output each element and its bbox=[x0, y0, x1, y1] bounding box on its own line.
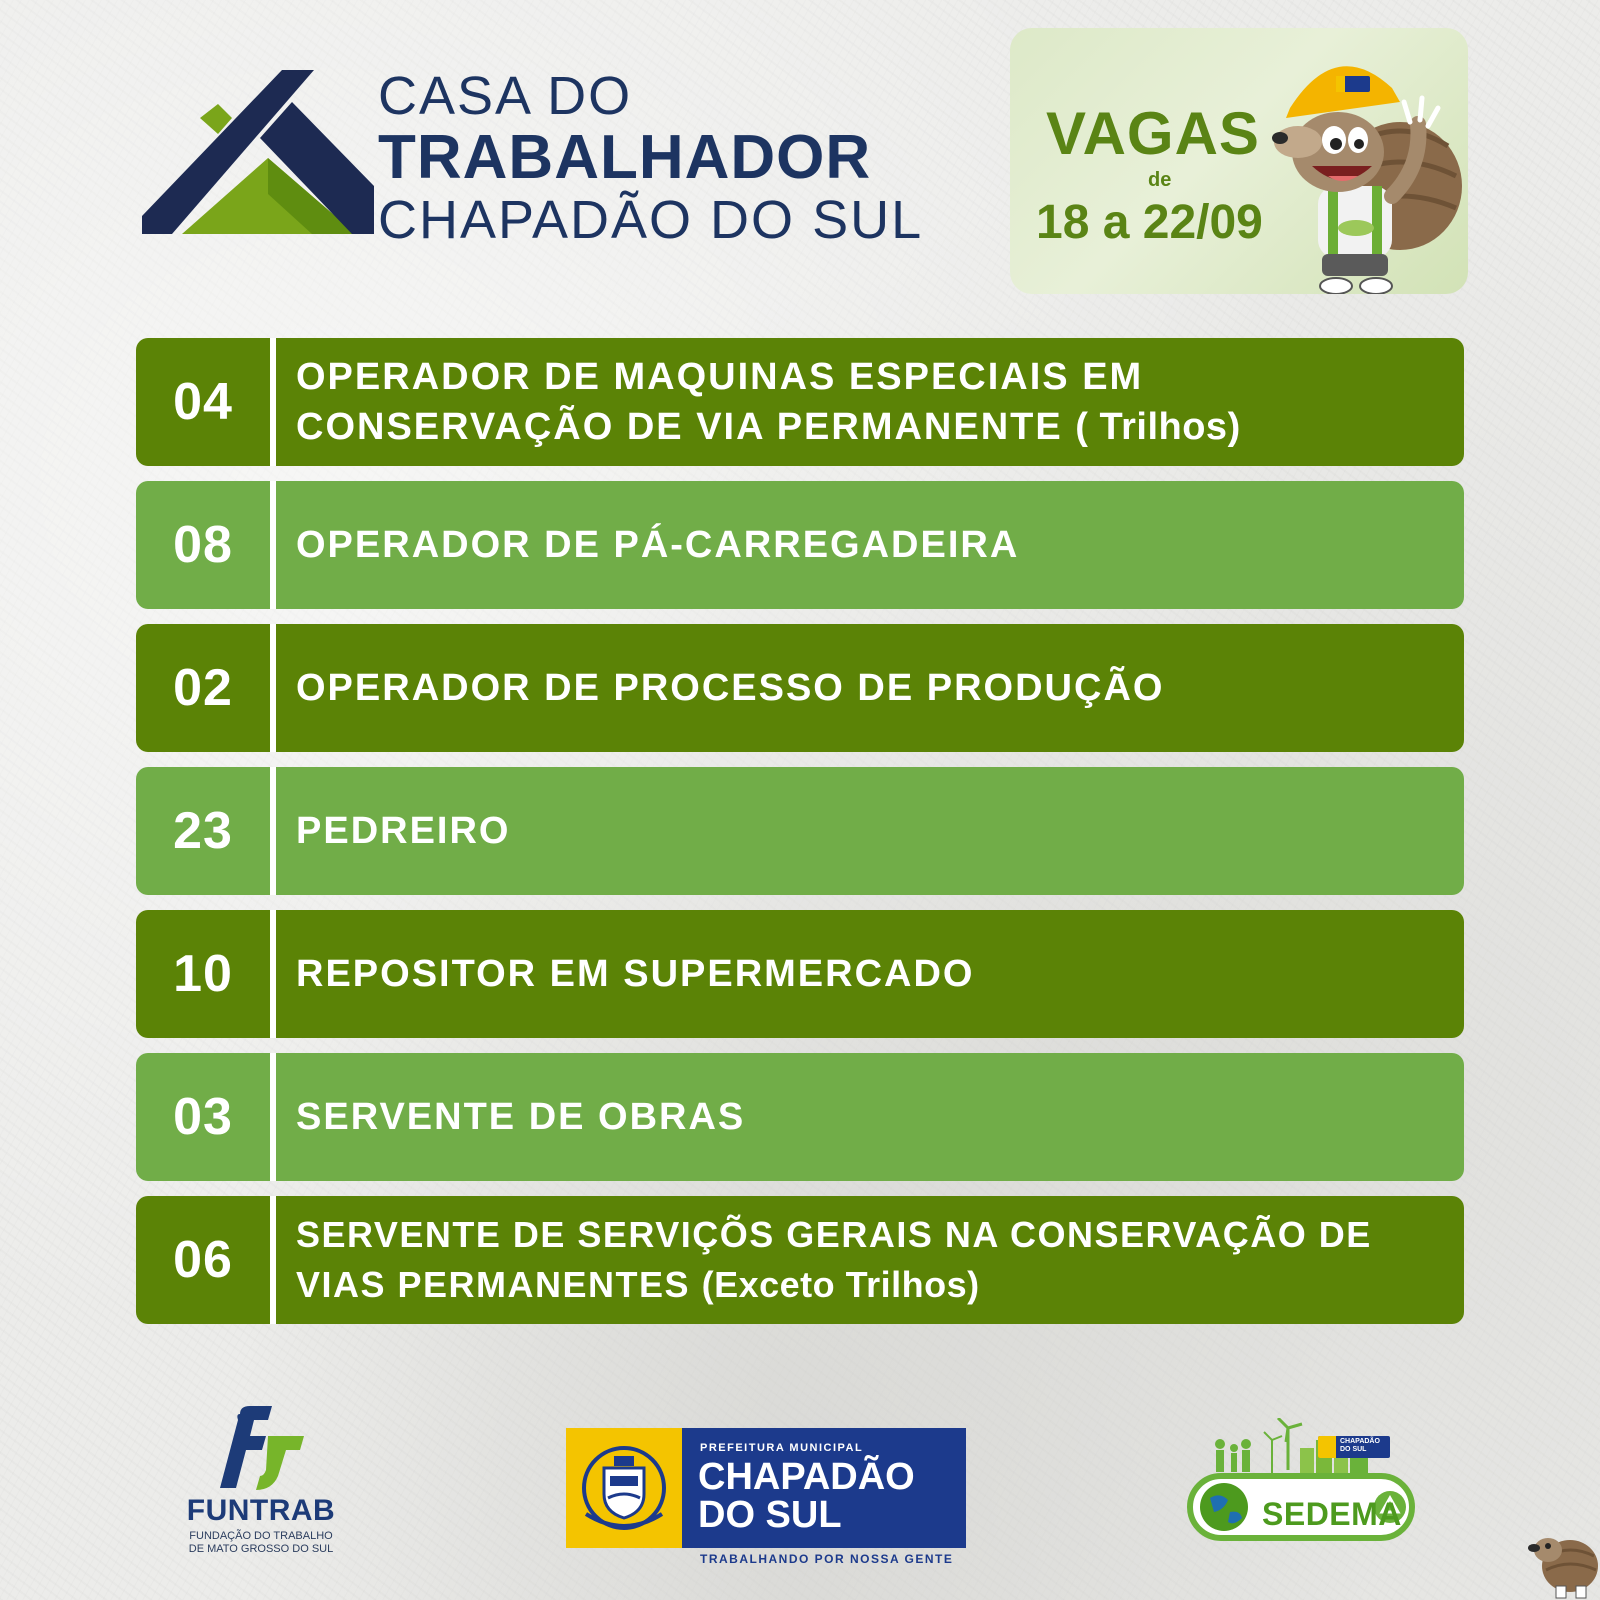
vagas-title: VAGAS bbox=[1046, 100, 1260, 167]
job-count: 06 bbox=[173, 1231, 233, 1289]
job-title-line: SERVENTE DE SERVIÇÕS GERAIS NA CONSERVAÇÃO DE bbox=[296, 1214, 1372, 1255]
job-row bbox=[136, 481, 1464, 609]
job-title-line: OPERADOR DE PROCESSO DE PRODUÇÃO bbox=[296, 667, 1165, 709]
funtrab-name: FUNTRAB bbox=[186, 1494, 336, 1527]
job-row bbox=[136, 1196, 1464, 1324]
job-title-line: PEDREIRO bbox=[296, 810, 511, 852]
funtrab-subtitle bbox=[176, 1530, 346, 1556]
armadillo-corner-icon bbox=[1526, 1520, 1600, 1600]
job-title bbox=[276, 1092, 761, 1142]
mini-seal-yellow bbox=[1318, 1436, 1336, 1458]
prefeitura-yellow-panel bbox=[566, 1428, 682, 1548]
prefeitura-city-line: CHAPADÃO bbox=[698, 1456, 915, 1498]
house-logo-icon bbox=[142, 66, 374, 246]
logo-line-casa-do: CASA DO bbox=[378, 66, 633, 126]
mini-seal-line: CHAPADÃO bbox=[1340, 1438, 1380, 1445]
job-row bbox=[136, 338, 1464, 466]
job-row bbox=[136, 767, 1464, 895]
coat-of-arms-icon bbox=[566, 1428, 682, 1548]
logo-line-trabalhador: TRABALHADOR bbox=[378, 123, 872, 192]
prefeitura-city bbox=[698, 1458, 915, 1534]
prefeitura-city-line: DO SUL bbox=[698, 1494, 842, 1536]
job-title bbox=[276, 663, 1180, 713]
prefeitura-label: PREFEITURA MUNICIPAL bbox=[700, 1442, 864, 1454]
chapadao-mini-seal bbox=[1318, 1436, 1390, 1458]
job-title-line-text: VIAS PERMANENTES bbox=[296, 1264, 691, 1305]
job-title-line: SERVENTE DE OBRAS bbox=[296, 1096, 746, 1138]
sedema-logo bbox=[1180, 1418, 1420, 1568]
job-title-line: OPERADOR DE PÁ-CARREGADEIRA bbox=[296, 524, 1020, 566]
casa-trabalhador-logo-text bbox=[378, 66, 923, 250]
job-count: 03 bbox=[173, 1088, 233, 1146]
job-title-line: REPOSITOR EM SUPERMERCADO bbox=[296, 953, 975, 995]
job-count: 08 bbox=[173, 516, 233, 574]
funtrab-logo bbox=[176, 1406, 356, 1564]
mini-seal-line: DO SUL bbox=[1340, 1446, 1367, 1453]
job-title bbox=[276, 949, 990, 999]
vagas-dates: 18 a 22/09 bbox=[1036, 196, 1263, 249]
job-count: 10 bbox=[173, 945, 233, 1003]
job-count: 02 bbox=[173, 659, 233, 717]
funtrab-ft-icon bbox=[176, 1406, 346, 1492]
vagas-panel bbox=[1010, 28, 1468, 294]
job-count: 23 bbox=[173, 802, 233, 860]
job-title-note: (Exceto Trilhos) bbox=[701, 1264, 980, 1305]
job-count: 04 bbox=[173, 373, 233, 431]
mini-seal-text bbox=[1340, 1438, 1380, 1454]
casa-trabalhador-logo-mark bbox=[142, 66, 374, 246]
job-title-line: OPERADOR DE MAQUINAS ESPECIAIS EM bbox=[296, 356, 1144, 398]
prefeitura-logo bbox=[566, 1428, 966, 1566]
prefeitura-slogan: TRABALHANDO POR NOSSA GENTE bbox=[700, 1552, 954, 1566]
logo-line-chapadao: CHAPADÃO DO SUL bbox=[378, 190, 924, 250]
vagas-de: de bbox=[1148, 169, 1172, 191]
job-title bbox=[276, 806, 526, 856]
job-title-line-text: CONSERVAÇÃO DE VIA PERMANENTE bbox=[296, 406, 1063, 448]
job-row bbox=[136, 910, 1464, 1038]
job-title bbox=[276, 520, 1035, 570]
job-title-line bbox=[296, 1260, 1372, 1310]
job-title bbox=[276, 352, 1257, 452]
armadillo-mascot-icon bbox=[1272, 36, 1468, 294]
job-title-line bbox=[296, 402, 1241, 452]
job-row bbox=[136, 1053, 1464, 1181]
job-list bbox=[136, 338, 1464, 1339]
funtrab-subtitle-line: FUNDAÇÃO DO TRABALHO bbox=[189, 1530, 333, 1542]
job-row bbox=[136, 624, 1464, 752]
job-title-note: ( Trilhos) bbox=[1075, 406, 1241, 448]
job-title bbox=[276, 1210, 1388, 1310]
sedema-name: SEDEMA bbox=[1262, 1496, 1402, 1532]
funtrab-subtitle-line: DE MATO GROSSO DO SUL bbox=[188, 1543, 334, 1555]
